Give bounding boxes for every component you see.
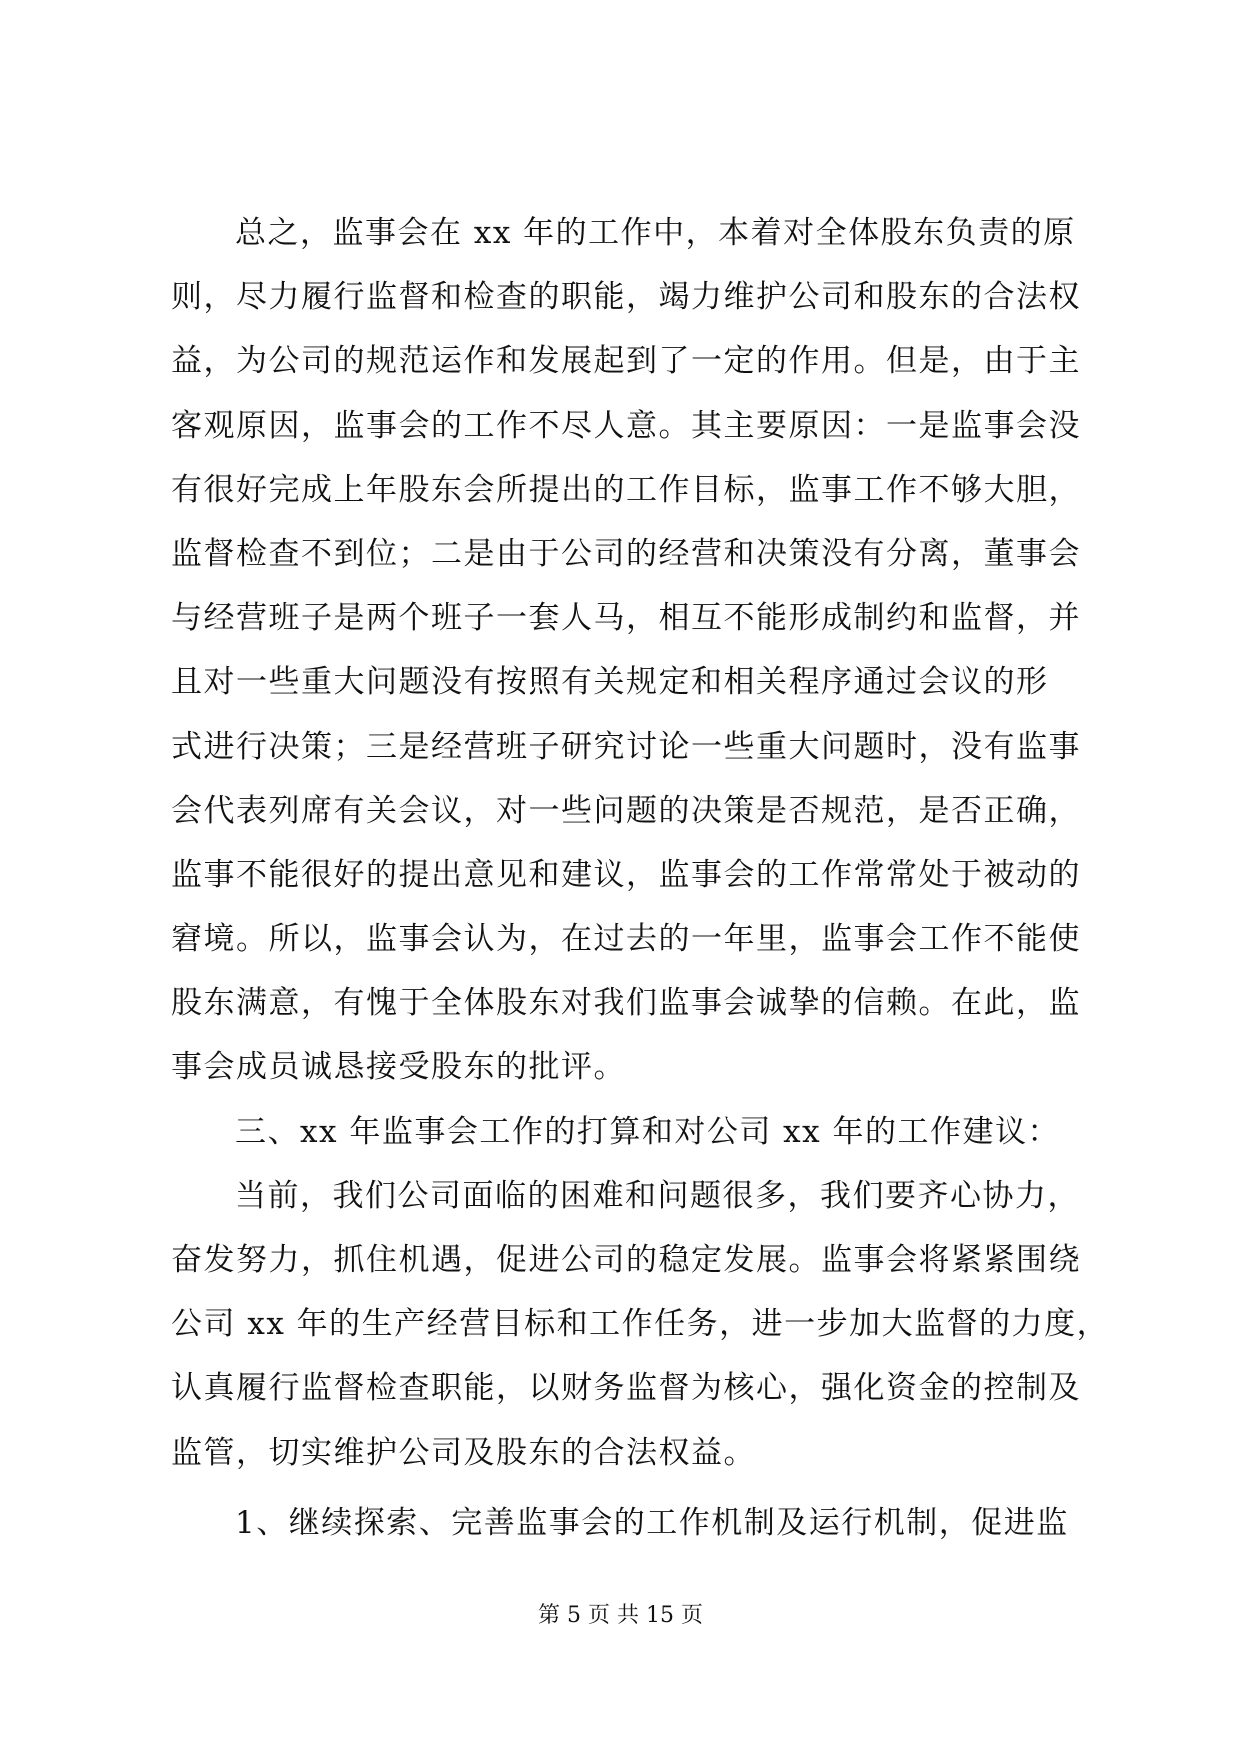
paragraph-line: 客观原因，监事会的工作不尽人意。其主要原因：一是监事会没 (171, 407, 1081, 444)
paragraph-line: 有很好完成上年股东会所提出的工作目标，监事工作不够大胆， (171, 471, 1081, 508)
paragraph-line: 式进行决策；三是经营班子研究讨论一些重大问题时，没有监事 (171, 728, 1081, 765)
paragraph-line: 认真履行监督检查职能，以财务监督为核心，强化资金的控制及 (171, 1370, 1081, 1407)
paragraph-line: 监管，切实维护公司及股东的合法权益。 (171, 1434, 756, 1471)
section-heading: 三、xx 年监事会工作的打算和对公司 xx 年的工作建议： (235, 1113, 1060, 1150)
paragraph-line: 公司 xx 年的生产经营目标和工作任务，进一步加大监督的力度， (171, 1306, 1110, 1343)
list-item: 1、继续探索、完善监事会的工作机制及运行机制，促进监 (235, 1504, 1069, 1541)
paragraph-line: 总之，监事会在 xx 年的工作中，本着对全体股东负责的原 (235, 215, 1076, 251)
paragraph-line: 奋发努力，抓住机遇，促进公司的稳定发展。监事会将紧紧围绕 (171, 1242, 1081, 1278)
document-body (171, 201, 1110, 1555)
paragraph-line: 当前，我们公司面临的困难和问题很多，我们要齐心协力， (235, 1177, 1080, 1214)
paragraph-line: 则，尽力履行监督和检查的职能，竭力维护公司和股东的合法权 (171, 279, 1081, 316)
paragraph-line: 益，为公司的规范运作和发展起到了一定的作用。但是，由于主 (171, 343, 1081, 380)
paragraph-line: 会代表列席有关会议，对一些问题的决策是否规范，是否正确， (171, 792, 1081, 829)
paragraph-line: 与经营班子是两个班子一套人马，相互不能形成制约和监督，并 (171, 600, 1081, 637)
paragraph-line: 监督检查不到位；二是由于公司的经营和决策没有分离，董事会 (171, 535, 1081, 572)
paragraph-line: 监事不能很好的提出意见和建议，监事会的工作常常处于被动的 (171, 856, 1081, 893)
paragraph-line: 且对一些重大问题没有按照有关规定和相关程序通过会议的形 (171, 664, 1049, 701)
page-number-footer: 第 5 页 共 15 页 (538, 1603, 703, 1628)
paragraph-line: 窘境。所以，监事会认为，在过去的一年里，监事会工作不能使 (171, 921, 1081, 958)
paragraph-line: 股东满意，有愧于全体股东对我们监事会诚挚的信赖。在此，监 (171, 985, 1081, 1022)
paragraph-line: 事会成员诚恳接受股东的批评。 (171, 1049, 626, 1086)
